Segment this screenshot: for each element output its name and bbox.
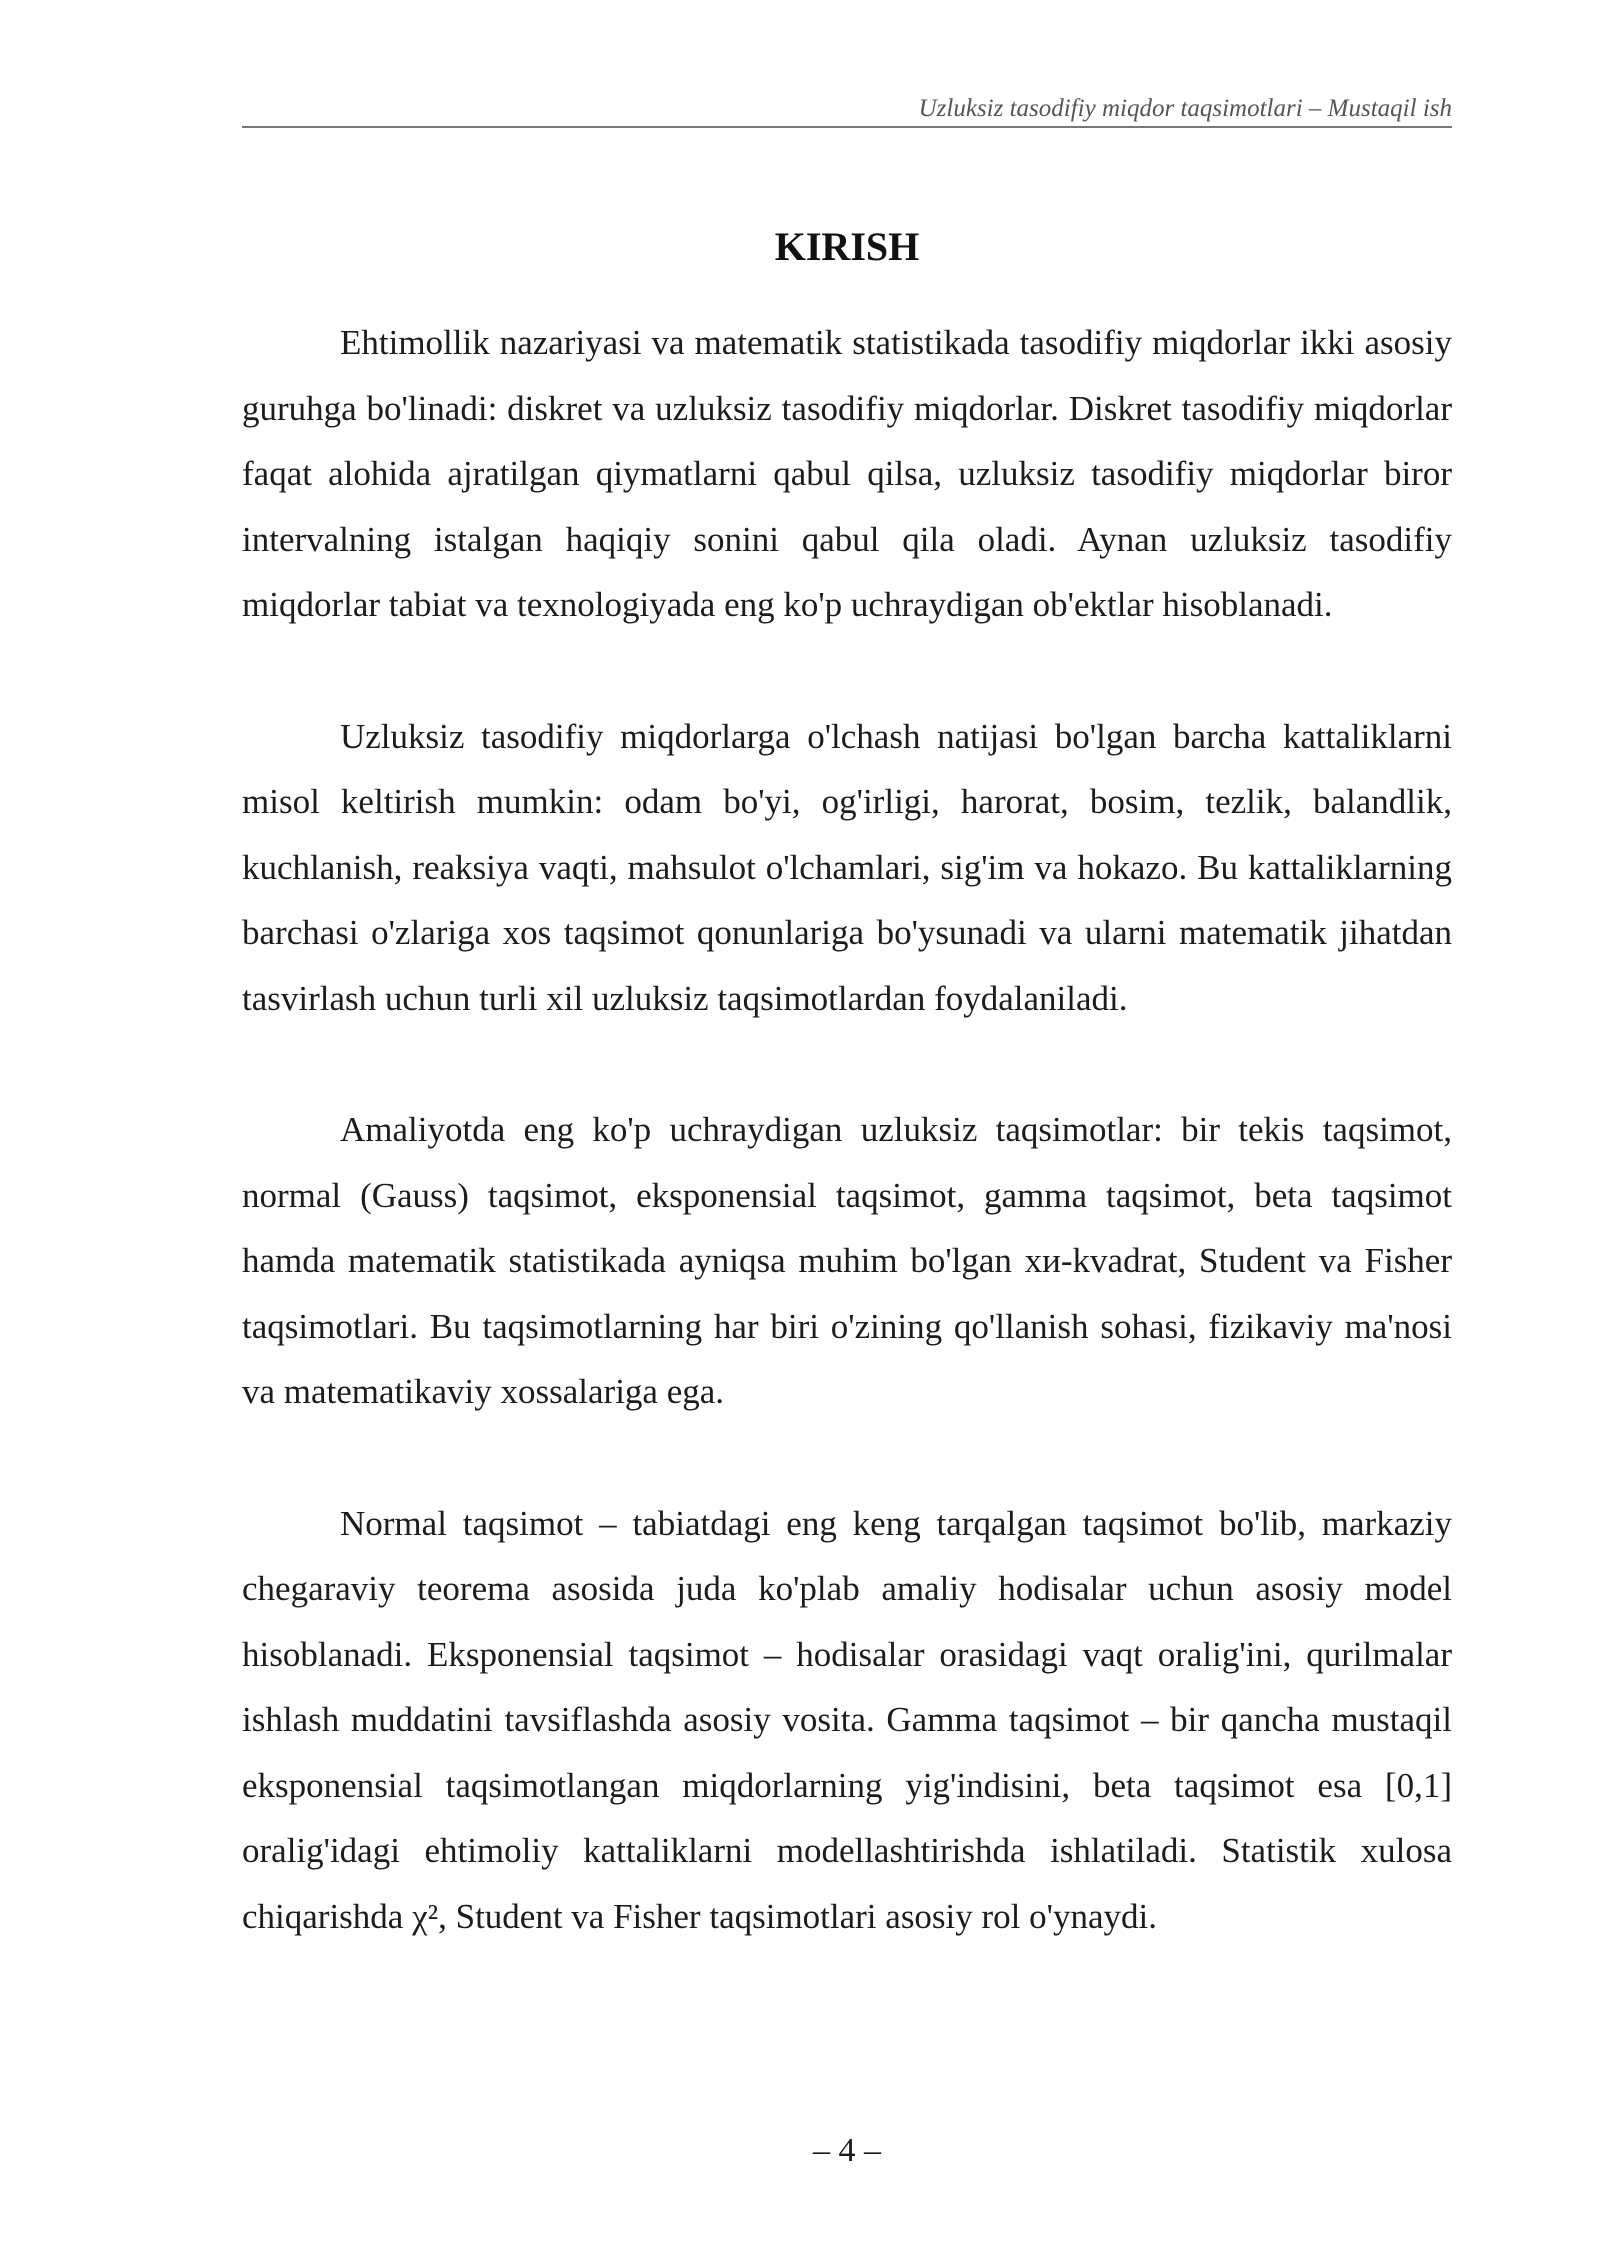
paragraph-1: Ehtimollik nazariyasi va matematik statistikada tasodifiy miqdorlar ikki asosiy guruhga bo'linadi: diskret va uzluksiz tasodifiy miqdorlar. Diskret tasodifiy miqdorlar faqat alohida ajratilgan qiymatlarni qabul qilsa, uzluksiz tasodifiy miqdorlar biror intervalning istalgan haqiqiy sonini qabul qila oladi. Aynan uzluksiz tasodifiy miqdorlar tabiat va texnologiyada eng ko'p uchraydigan ob'ektlar hisoblanadi. xyxy=(242,323,1452,624)
running-header: Uzluksiz tasodifiy miqdor taqsimotlari – Mustaqil ish xyxy=(918,95,1452,122)
section-title: KIRISH xyxy=(774,223,920,269)
body-text xyxy=(242,310,1452,2015)
page-number: – 4 – xyxy=(813,2132,881,2169)
paragraph-3: Amaliyotda eng ko'p uchraydigan uzluksiz taqsimotlar: bir tekis taqsimot, normal (Gauss) taqsimot, eksponensial taqsimot, gamma taqsimot, beta taqsimot hamda matematik statistikada ayniqsa muhim bo'lgan хи-kvadrat, Student va Fisher taqsimotlari. Bu taqsimotlarning har biri o'zining qo'llanish sohasi, fizikaviy ma'nosi va matematikaviy xossalariga ega. xyxy=(242,1110,1452,1411)
paragraph-2: Uzluksiz tasodifiy miqdorlarga o'lchash natijasi bo'lgan barcha kattaliklarni misol keltirish mumkin: odam bo'yi, og'irligi, harorat, bosim, tezlik, balandlik, kuchlanish, reaksiya vaqti, mahsulot o'lchamlari, sig'im va hokazo. Bu kattaliklarning barchasi o'zlariga xos taqsimot qonunlariga bo'ysunadi va ularni matematik jihatdan tasvirlash uchun turli xil uzluksiz taqsimotlardan foydalaniladi. xyxy=(242,716,1452,1018)
paragraph-4: Normal taqsimot – tabiatdagi eng keng tarqalgan taqsimot bo'lib, markaziy chegaraviy teorema asosida juda ko'plab amaliy hodisalar uchun asosiy model hisoblanadi. Eksponensial taqsimot – hodisalar orasidagi vaqt oralig'ini, qurilmalar ishlash muddatini tavsiflashda asosiy vosita. Gamma taqsimot – bir qancha mustaqil eksponensial taqsimotlangan miqdorlarning yig'indisini, beta taqsimot esa [0,1] oralig'idagi ehtimoliy kattaliklarni modellashtirishda ishlatiladi. Statistik xulosa chiqarishda χ², Student va Fisher taqsimotlari asosiy rol o'ynaydi. xyxy=(242,1503,1452,1936)
header-divider xyxy=(242,126,1452,128)
